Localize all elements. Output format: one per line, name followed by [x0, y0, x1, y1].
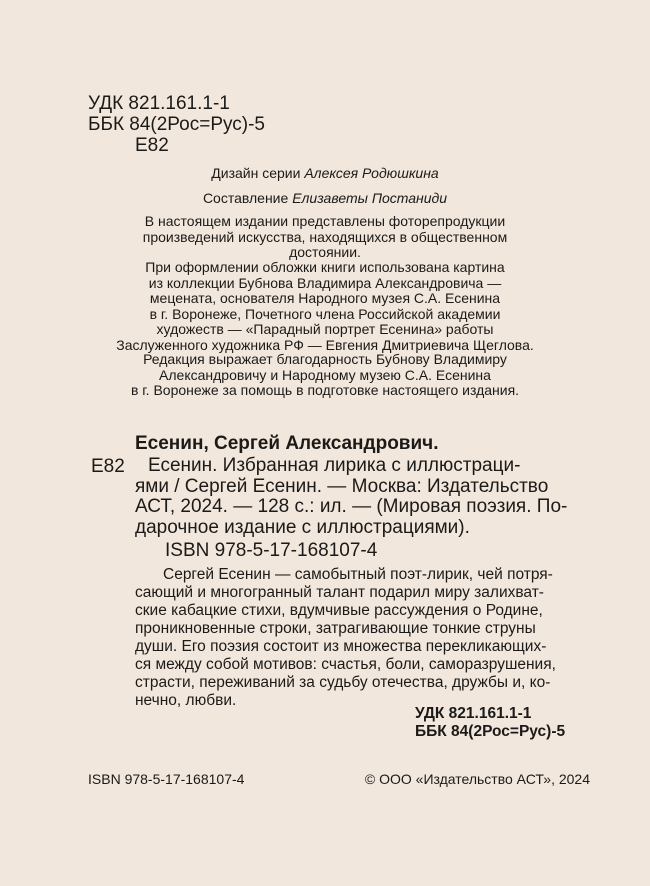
author-sign: Е82: [135, 135, 169, 156]
design-prefix: Дизайн серии: [211, 165, 301, 181]
udk-code: УДК 821.161.1-1: [88, 93, 230, 114]
annotation: [135, 566, 595, 710]
note-line: художеств — «Парадный портрет Есенина» работы: [156, 321, 494, 337]
biblio-isbn: ISBN 978-5-17-168107-4: [165, 540, 378, 561]
biblio-line: Есенин. Избранная лирика с иллюстраци-: [148, 455, 521, 476]
biblio-author: Есенин, Сергей Александрович.: [135, 433, 439, 454]
note-line: мецената, основателя Народного музея С.А. Есенина: [149, 290, 501, 306]
note-line: При оформлении обложки книги использована картина: [145, 259, 505, 275]
bbk-code-bold: ББК 84(2Рос=Рус)-5: [415, 723, 566, 740]
thanks-note: [60, 352, 590, 399]
note-line: Александровичу и Народному музею С.А. Есенина: [159, 366, 491, 383]
bottom-classification: [415, 705, 565, 741]
note-line: Заслуженного художника РФ — Евгения Дмитриевича Щеглова.: [116, 336, 534, 353]
top-classification: [88, 93, 265, 156]
note-line: из коллекции Бубнова Владимира Александровича —: [148, 274, 502, 291]
biblio-description: [135, 456, 600, 538]
biblio-line: АСТ, 2024. — 128 с.: ил. — (Мировая поэзия. По-: [135, 496, 568, 517]
compiler-prefix: Составление: [202, 190, 289, 206]
note-line: произведений искусства, находящихся в общественном: [142, 228, 508, 245]
note-line: достоянии.: [289, 244, 361, 260]
annotation-line: сающий и многогранный талант подарил миру залихват-: [135, 584, 544, 601]
annotation-line: Сергей Есенин — самобытный поэт-лирик, чей потря-: [163, 566, 553, 583]
note-line: в г. Воронеже за помощь в подготовке настоящего издания.: [130, 382, 520, 398]
annotation-line: ся между собой мотивов: счастья, боли, саморазрушения,: [135, 656, 556, 673]
annotation-line: души. Его поэзия состоит из множества перекликающих-: [135, 638, 547, 655]
cover-note: [60, 260, 590, 353]
compiler-credit: [0, 190, 650, 206]
bbk-code: ББК 84(2Рос=Рус)-5: [88, 114, 265, 135]
reproductions-note: [60, 214, 590, 261]
udk-code-bold: УДК 821.161.1-1: [415, 705, 532, 722]
annotation-line: страсти, переживаний за судьбу отечества, дружбы и, ко-: [135, 674, 551, 691]
note-line: в г. Воронеже, Почетного члена Российской академии: [149, 305, 501, 322]
annotation-line: ские кабацкие стихи, вдумчивые рассуждения о Родине,: [135, 602, 543, 619]
series-design-credit: [0, 165, 650, 181]
biblio-line: дарочное издание с иллюстрациями).: [135, 516, 470, 538]
annotation-line: проникновенные строки, затрагивающие тонкие струны: [135, 620, 536, 637]
note-line: Редакция выражает благодарность Бубнову Владимиру: [143, 351, 507, 367]
biblio-sign: Е82: [91, 456, 125, 477]
footer-copyright: © ООО «Издательство АСТ», 2024: [364, 771, 590, 787]
footer-isbn: ISBN 978-5-17-168107-4: [88, 771, 245, 787]
biblio-line: ями / Сергей Есенин. — Москва: Издательство: [135, 475, 549, 497]
note-line: В настоящем издании представлены фоторепродукции: [144, 213, 506, 229]
design-name: Алексея Родюшкина: [304, 165, 439, 181]
annotation-line: нечно, любви.: [135, 692, 237, 709]
compiler-name: Елизаветы Постаниди: [292, 190, 448, 206]
